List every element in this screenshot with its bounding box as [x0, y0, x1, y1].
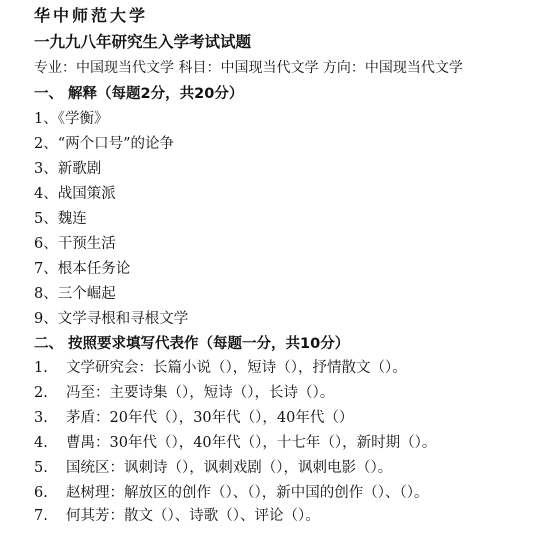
term-item: 2、“两个口号”的论争	[34, 136, 175, 152]
item-text: 茅盾：20年代（），30年代（），40年代（）	[66, 410, 354, 426]
fill-in-item	[34, 458, 392, 478]
fill-in-item	[34, 483, 429, 503]
term-item: 1、《学衡》	[34, 111, 109, 127]
section-1-heading: 一、 解释（每题2分，共20分）	[34, 86, 244, 102]
item-number: 3.	[34, 410, 48, 426]
item-text: 冯至：主要诗集（），短诗（），长诗（）。	[66, 385, 335, 401]
section-2-heading: 二、 按照要求填写代表作（每题一分，共10分）	[34, 336, 350, 352]
item-text: 曹禺：30年代（），40年代（），十七年（），新时期（）。	[66, 435, 437, 451]
term-item: 4、战国策派	[34, 186, 116, 202]
fill-in-item	[34, 433, 436, 453]
item-number: 7.	[34, 508, 48, 524]
university-name: 华中师范大学	[34, 6, 149, 25]
fill-in-item	[34, 506, 320, 526]
item-number: 2.	[34, 385, 48, 401]
item-text: 赵树理：解放区的创作（）、（），新中国的创作（）、（）。	[66, 485, 429, 501]
item-number: 4.	[34, 435, 48, 451]
item-text: 国统区：讽刺诗（），讽刺戏剧（），讽刺电影（）。	[66, 460, 393, 476]
item-number: 1.	[34, 360, 48, 376]
term-item: 6、干预生活	[34, 236, 116, 252]
exam-title: 一九九八年研究生入学考试试题	[34, 33, 252, 51]
term-item: 7、根本任务论	[34, 261, 131, 277]
fill-in-item	[34, 358, 407, 378]
term-item: 3、新歌剧	[34, 161, 102, 177]
item-text: 何其芳：散文（）、诗歌（）、评论（）。	[66, 508, 320, 524]
item-number: 5.	[34, 460, 48, 476]
term-item: 5、魏连	[34, 211, 87, 227]
term-item: 8、三个崛起	[34, 286, 116, 302]
item-number: 6.	[34, 485, 48, 501]
fill-in-item	[34, 383, 334, 403]
fill-in-item	[34, 408, 353, 428]
exam-meta-line: 专业：中国现当代文学 科目：中国现当代文学 方向：中国现当代文学	[34, 60, 463, 76]
item-text: 文学研究会：长篇小说（），短诗（），抒情散文（）。	[66, 360, 407, 376]
term-item: 9、文学寻根和寻根文学	[34, 311, 189, 327]
